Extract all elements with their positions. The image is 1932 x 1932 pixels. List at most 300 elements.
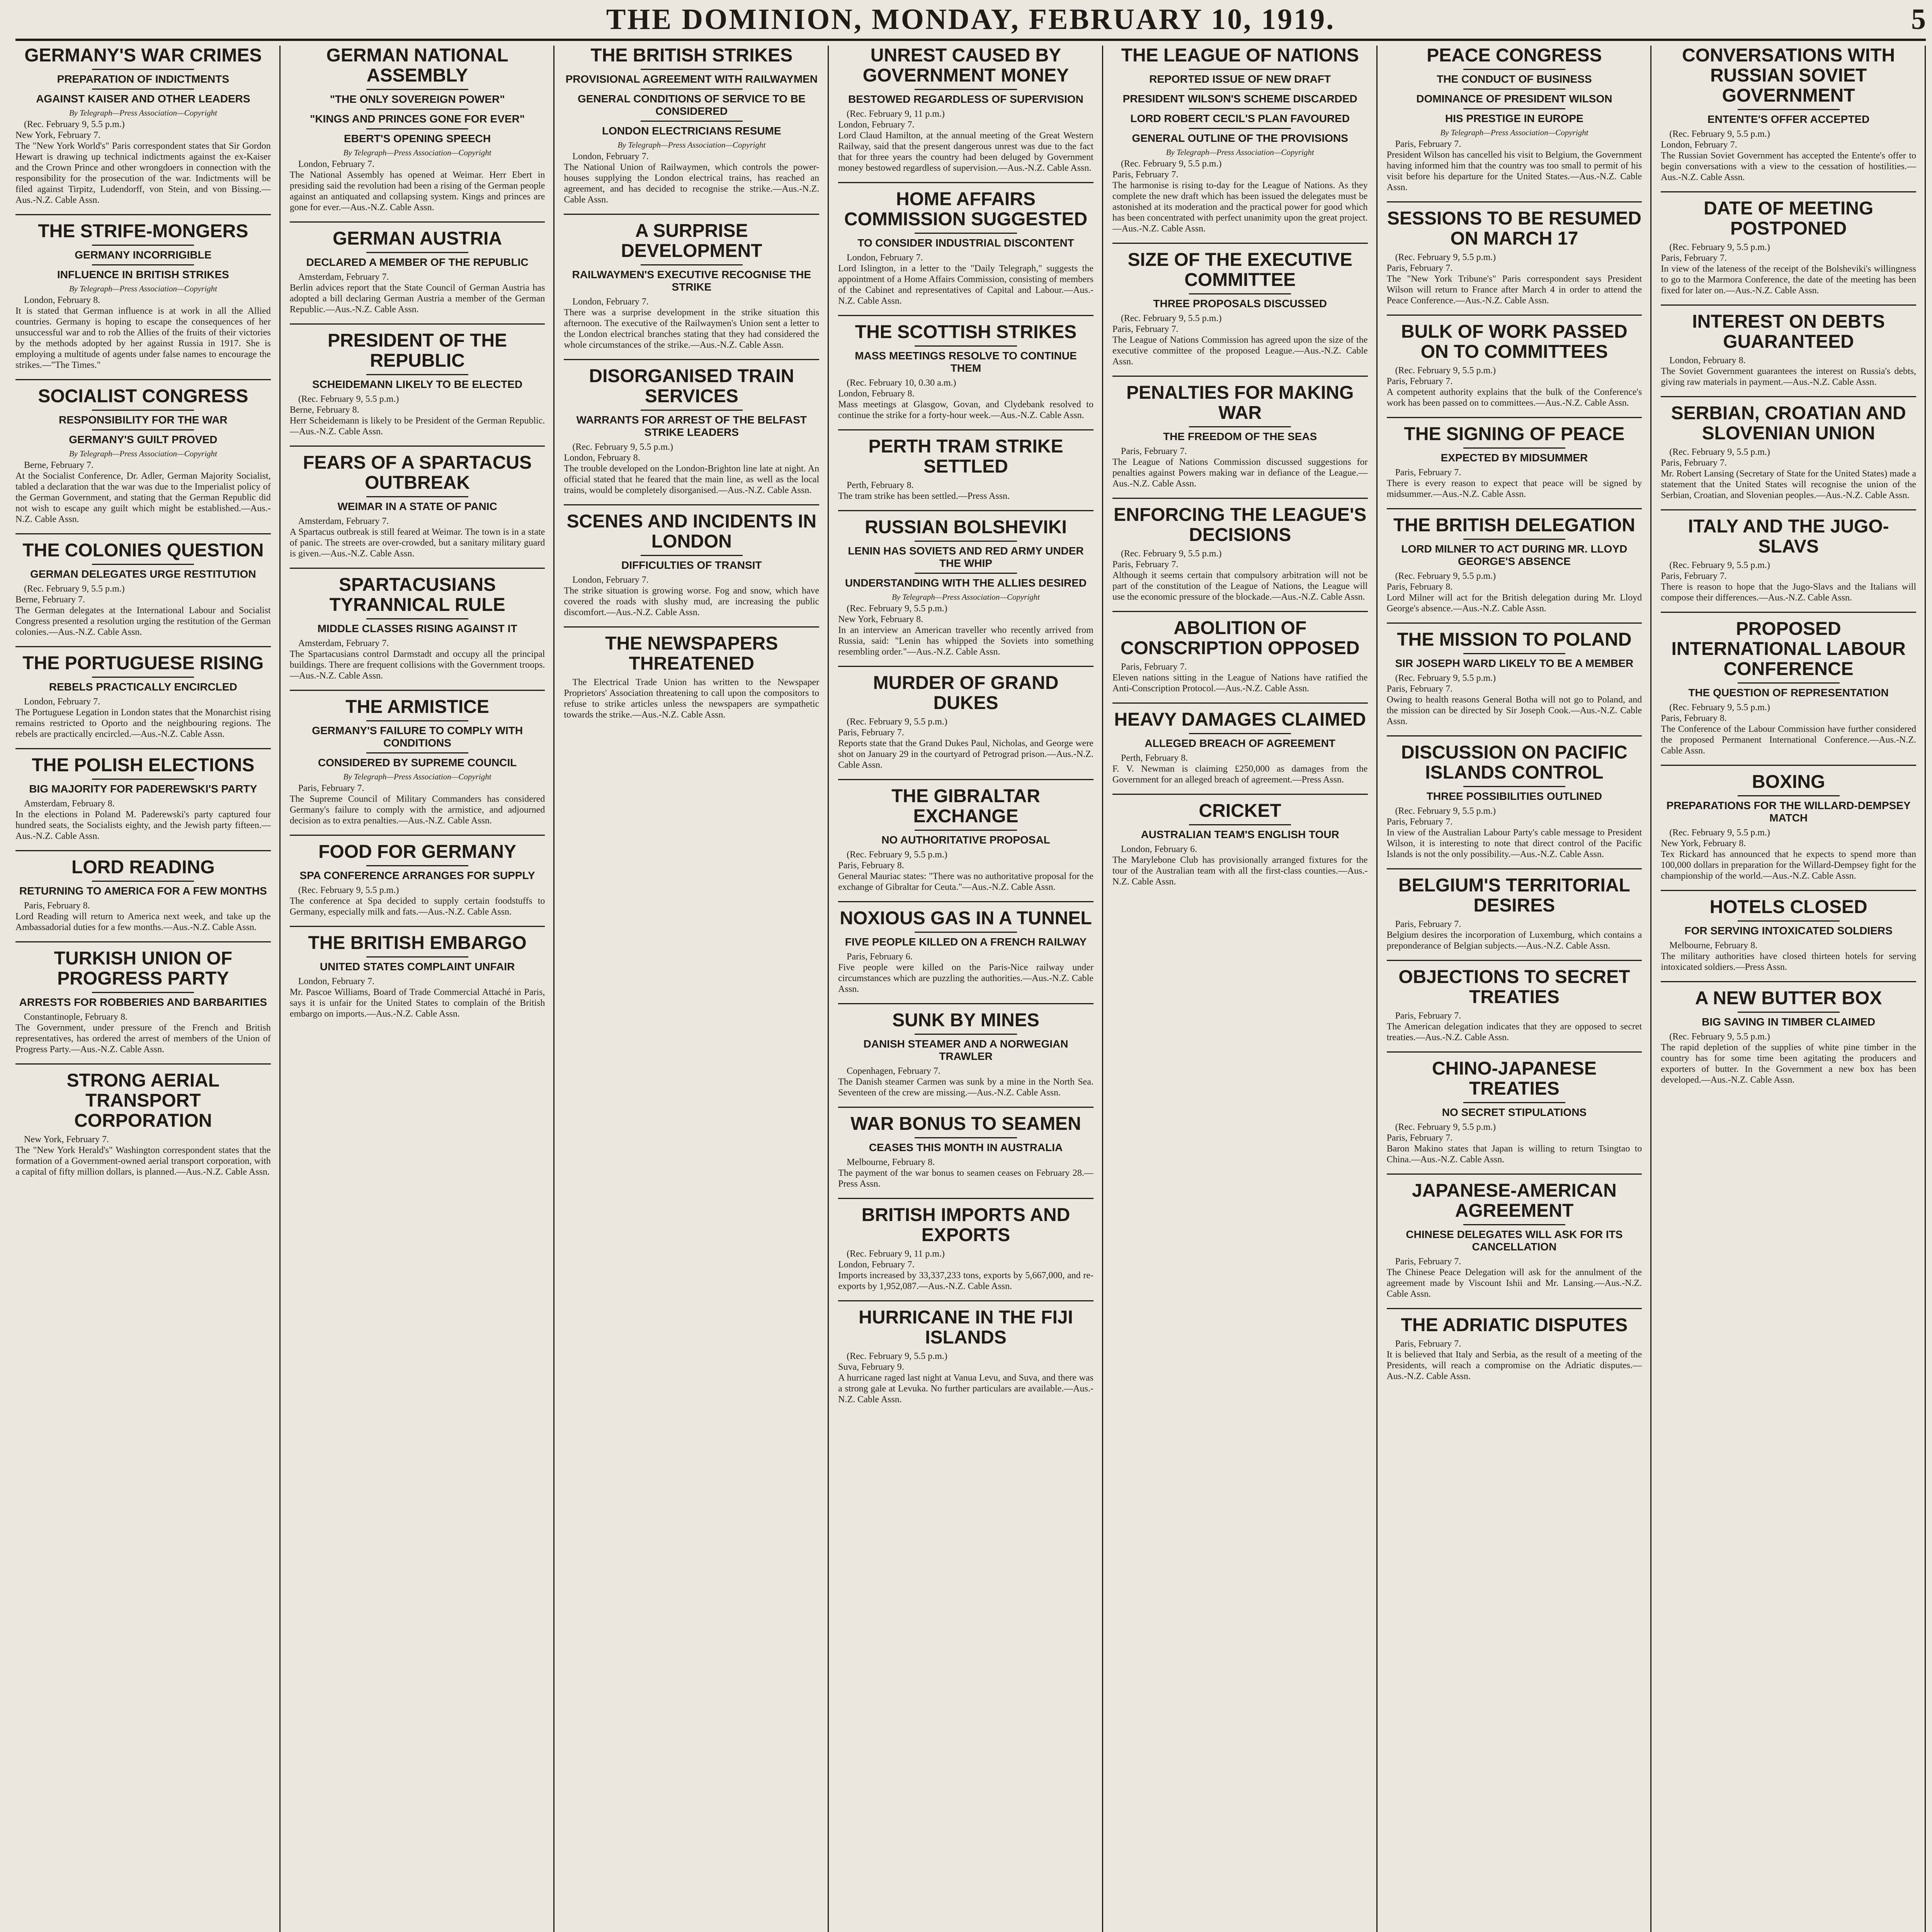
article-body: (Rec. February 9, 5.5 p.m.) New York, February 8. Tex Rickard has announced that he expects to spend more than 100,000 dollars in preparation for the Willard-Dempsey fight for the championship of the world.—Aus.-N.Z. Cable Assn. — [1661, 828, 1916, 881]
article-body: Melbourne, February 8. The payment of the war bonus to seamen ceases on February 28.—Press Assn. — [838, 1157, 1094, 1189]
article — [1112, 710, 1368, 785]
article — [838, 437, 1094, 502]
article — [290, 575, 545, 681]
article-deck: GENERAL OUTLINE OF THE PROVISIONS — [1132, 132, 1348, 144]
article-headline: LORD READING — [71, 857, 215, 878]
article-deck: SIR JOSEPH WARD LIKELY TO BE A MEMBER — [1395, 657, 1634, 669]
article-headline: ITALY AND THE JUGO-SLAVS — [1688, 516, 1889, 557]
headline-rule — [1189, 88, 1291, 90]
wire-credit: By Telegraph—Press Association—Copyright — [69, 108, 217, 117]
article — [1112, 250, 1368, 367]
headline-rule — [915, 1034, 1017, 1035]
article-deck: RAILWAYMEN'S EXECUTIVE RECOGNISE THE STRIKE — [572, 269, 811, 293]
article — [15, 755, 271, 842]
article-deck: CHINESE DELEGATES WILL ASK FOR ITS CANCELLATION — [1406, 1228, 1623, 1253]
article — [838, 517, 1094, 657]
headline-rule — [92, 992, 194, 993]
article-separator — [838, 1300, 1094, 1301]
article-separator — [15, 850, 271, 851]
article-separator — [564, 214, 819, 215]
article-headline: CRICKET — [1199, 801, 1281, 821]
article-body: (Rec. February 9, 5.5 p.m.) New York, February 8. In an interview an American traveller who recently arrived from Russia, said: "Lenin has whipped the Soviets into something resembling order."—Aus.-N.Z. Cable Assn. — [838, 604, 1094, 657]
headline-rule — [1189, 69, 1291, 70]
article — [838, 189, 1094, 306]
article — [838, 1205, 1094, 1292]
headline-rule — [641, 410, 743, 411]
headline-rule — [1463, 1224, 1565, 1225]
headline-rule — [92, 264, 194, 265]
article-headline: CHINO-JAPANESE TREATIES — [1432, 1058, 1597, 1099]
article-separator — [15, 646, 271, 647]
article-deck: GERMANY'S GUILT PROVED — [69, 434, 218, 446]
news-column — [15, 46, 281, 1932]
headline-rule — [92, 245, 194, 246]
headline-rule — [915, 932, 1017, 933]
article-separator — [838, 779, 1094, 780]
article-body: London, February 7. The National Assembly has opened at Weimar. Herr Ebert in presiding said the revolution had been a rising of the German people against an antiquated and collapsing system. Kings and princes are gone for ever.—Aus.-N.Z. Cable Assn. — [289, 159, 545, 213]
article-deck: "KINGS AND PRINCES GONE FOR EVER" — [310, 113, 525, 125]
article — [15, 386, 271, 525]
article-headline: HOME AFFAIRS COMMISSION SUGGESTED — [844, 189, 1088, 230]
article-separator — [838, 429, 1094, 430]
article — [1661, 988, 1916, 1085]
article-separator — [15, 214, 271, 215]
article-separator — [1112, 702, 1368, 704]
article-body: (Rec. February 9, 11 p.m.) London, February 7. Imports increased by 33,337,233 tons, exports by 5,667,000, and re-exports by 1,952,087.—Aus.-N.Z. Cable Assn. — [838, 1249, 1094, 1291]
article-deck: REPORTED ISSUE OF NEW DRAFT — [1149, 73, 1331, 85]
article-headline: SUNK BY MINES — [892, 1010, 1039, 1031]
article-body: Paris, February 7. The League of Nations Commission discussed suggestions for penalties against Powers making war in defiance of the League.—Aus.-N.Z. Cable Assn. — [1112, 446, 1368, 489]
article — [564, 221, 819, 350]
article-deck: AGAINST KAISER AND OTHER LEADERS — [36, 93, 250, 105]
article-separator — [1387, 1051, 1642, 1053]
article — [1661, 46, 1916, 183]
article-headline: THE PORTUGUESE RISING — [22, 653, 264, 673]
article-separator — [1387, 508, 1642, 509]
article-headline: NOXIOUS GAS IN A TUNNEL — [840, 908, 1092, 929]
article-body: (Rec. February 9, 5.5 p.m.) Paris, February 7. There is reason to hope that the Jugo-Slavs and the Italians will compose their differences.—Aus.-N.Z. Cable Assn. — [1661, 560, 1916, 603]
article-deck: LONDON ELECTRICIANS RESUME — [602, 125, 781, 137]
article-deck: DANISH STEAMER AND A NORWEGIAN TRAWLER — [863, 1038, 1068, 1062]
article-headline: A SURPRISE DEVELOPMENT — [621, 221, 762, 261]
article-separator — [838, 510, 1094, 511]
article-body: Perth, February 8. F. V. Newman is claiming £250,000 as damages from the Government for an alleged breach of agreement.—Press Assn. — [1112, 753, 1368, 785]
article-body: Constantinople, February 8. The Government, under pressure of the French and British representatives, has ordered the arrest of members of the Union of Progress Party.—Aus.-N.Z. Cable Assn. — [15, 1012, 271, 1054]
article-headline: THE SIGNING OF PEACE — [1404, 424, 1625, 444]
headline-rule — [641, 264, 743, 265]
headline-rule — [1463, 447, 1565, 449]
article-body: Amsterdam, February 8. In the elections in Poland M. Paderewski's party captured four hundred seats, the Socialists eighty, and the Jewish party fifteen.—Aus.-N.Z. Cable Assn. — [15, 799, 271, 841]
article-separator — [838, 315, 1094, 316]
article-body: London, February 7. The strike situation is growing worse. Fog and snow, which have covered the roads with slushy mud, are increasing the public discomfort.—Aus.-N.Z. Cable Assn. — [564, 575, 820, 617]
article-separator — [1661, 612, 1916, 613]
article — [1112, 383, 1368, 489]
headline-rule — [915, 345, 1017, 347]
article — [15, 857, 271, 933]
article-deck: PROVISIONAL AGREEMENT WITH RAILWAYMEN — [565, 73, 818, 85]
article-separator — [838, 1003, 1094, 1004]
article-deck: HIS PRESTIGE IN EUROPE — [1445, 112, 1583, 124]
article-headline: THE SCOTTISH STRIKES — [855, 322, 1077, 342]
article-deck: WEIMAR IN A STATE OF PANIC — [337, 500, 497, 512]
article-separator — [564, 626, 819, 628]
headline-rule — [1463, 653, 1565, 654]
article-separator — [1387, 622, 1642, 624]
article-body: Paris, February 7. It is believed that Italy and Serbia, as the result of a meeting of the Presidents, will reach a compromise on the Adriatic disputes.—Aus.-N.Z. Cable Assn. — [1386, 1339, 1642, 1381]
article-deck: NO SECRET STIPULATIONS — [1442, 1106, 1587, 1118]
article-separator — [1661, 890, 1916, 891]
article-separator — [1387, 1308, 1642, 1309]
article — [1112, 801, 1368, 887]
article-separator — [1661, 304, 1916, 306]
article-body: (Rec. February 9, 5.5 p.m.) Paris, February 7. The "New York Tribune's" Paris correspondent says President Wilson will return to France after March 4 in order to attend the Peace Conference.—Aus.-N.Z. Cable Assn. — [1386, 252, 1642, 306]
article-body: (Rec. February 9, 5.5 p.m.) Suva, February 9. A hurricane raged last night at Vanua Levu, and Suva, and there was a strong gale at Levuka. No further particulars are available.—Aus.-N.Z. Cable Assn. — [838, 1351, 1094, 1405]
article-headline: PRESIDENT OF THE REPUBLIC — [328, 330, 507, 371]
headline-rule — [366, 865, 468, 866]
article-headline: DISCUSSION ON PACIFIC ISLANDS CONTROL — [1401, 742, 1628, 783]
article-headline: BOXING — [1752, 772, 1825, 792]
article-deck: REBELS PRACTICALLY ENCIRCLED — [49, 681, 237, 693]
article — [1387, 876, 1642, 951]
article-body: (Rec. February 9, 5.5 p.m.) Paris, February 7. Mr. Robert Lansing (Secretary of State for the United States) made a statement that the United States will recognise the union of the Serbian, Croatian, and Slovenian peoples.—Aus.-N.Z. Cable Assn. — [1661, 447, 1916, 500]
headline-rule — [366, 752, 468, 753]
article-deck: SCHEIDEMANN LIKELY TO BE ELECTED — [312, 378, 523, 390]
article-deck: SPA CONFERENCE ARRANGES FOR SUPPLY — [299, 869, 535, 881]
article-body: (Rec. February 9, 5.5 p.m.) Paris, February 7. The League of Nations Commission has agreed upon the size of the executive committee of the proposed League.—Aus.-N.Z. Cable Assn. — [1112, 313, 1368, 367]
article-headline: TURKISH UNION OF PROGRESS PARTY — [54, 948, 233, 989]
article-headline: ABOLITION OF CONSCRIPTION OPPOSED — [1120, 618, 1360, 658]
article-deck: PRESIDENT WILSON'S SCHEME DISCARDED — [1122, 93, 1357, 105]
article-body: London, February 7. The Portuguese Legation in London states that the Monarchist rising remains restricted to Oporto and the neighbouring regions. The rebels are practically encircled.—Aus.-N.Z. Cable Assn. — [15, 697, 271, 739]
wire-credit: By Telegraph—Press Association—Copyright — [69, 449, 217, 458]
article-deck: THE QUESTION OF REPRESENTATION — [1688, 687, 1889, 699]
article-body: (Rec. February 9, 5.5 p.m.) Paris, February 7. Reports state that the Grand Dukes Paul, Nicholas, and George were shot on January 29 in the courtyard of Petrograd prison.—Aus.-N.Z. Cable Assn. — [838, 717, 1094, 770]
article-deck: MASS MEETINGS RESOLVE TO CONTINUE THEM — [855, 350, 1077, 374]
headline-rule — [92, 88, 194, 90]
article-headline: GERMAN NATIONAL ASSEMBLY — [326, 46, 509, 86]
article-separator — [1661, 765, 1916, 766]
article-body: (Rec. February 9, 5.5 p.m.) Paris, February 7. In view of the lateness of the receipt of the Bolsheviki's willingness to go to the Marmora Conference, the date of the meeting has been fixed for later on.—Aus.-N.Z. Cable Assn. — [1661, 242, 1916, 296]
article-headline: INTEREST ON DEBTS GUARANTEED — [1692, 311, 1885, 352]
article-separator — [838, 666, 1094, 667]
article-separator — [1387, 735, 1642, 736]
article-deck: PREPARATIONS FOR THE WILLARD-DEMPSEY MATCH — [1666, 799, 1911, 824]
article-body: Paris, February 7. There is every reason to expect that peace will be signed by midsummer.—Aus.-N.Z. Cable Assn. — [1386, 468, 1642, 499]
article-separator — [1112, 611, 1368, 612]
headline-rule — [92, 69, 194, 70]
article — [1661, 199, 1916, 296]
news-column — [290, 46, 555, 1932]
article-headline: PERTH TRAM STRIKE SETTLED — [868, 436, 1063, 477]
article — [290, 229, 545, 315]
article-body: Amsterdam, February 7. A Spartacus outbreak is still feared at Weimar. The town is in a state of panic. The streets are over-crowded, but a sanitary military guard is given.—Aus.-N.Z. Cable Assn. — [289, 516, 545, 559]
article-body: (Rec. February 9, 5.5 p.m.) Paris, February 8. Lord Milner will act for the British delegation during Mr. Lloyd George's absence.—Aus.-N.Z. Cable Assn. — [1386, 571, 1642, 614]
article-headline: THE BRITISH EMBARGO — [308, 933, 527, 953]
article-headline: THE ARMISTICE — [345, 697, 489, 717]
article-deck: FOR SERVING INTOXICATED SOLDIERS — [1684, 925, 1893, 937]
article — [564, 366, 819, 496]
article-headline: OBJECTIONS TO SECRET TREATIES — [1398, 967, 1630, 1007]
article-body: (Rec. February 9, 5.5 p.m.) Paris, February 8. The Conference of the Labour Commission have further considered the proposed Permanent International Conference.—Aus.-N.Z. Cable Assn. — [1661, 702, 1916, 756]
article-deck: RETURNING TO AMERICA FOR A FEW MONTHS — [19, 885, 267, 897]
article — [290, 697, 545, 826]
article-separator — [15, 533, 271, 534]
article-separator — [1387, 417, 1642, 418]
article — [1661, 897, 1916, 973]
article-headline: ENFORCING THE LEAGUE'S DECISIONS — [1114, 505, 1367, 545]
headline-rule — [915, 1137, 1017, 1138]
article — [15, 653, 271, 740]
article — [838, 908, 1094, 995]
article — [1387, 743, 1642, 860]
article — [15, 1071, 271, 1177]
article — [838, 1114, 1094, 1189]
wire-credit: By Telegraph—Press Association—Copyright — [617, 140, 766, 150]
article-separator — [564, 504, 819, 505]
article — [1661, 403, 1916, 501]
article-deck: GENERAL CONDITIONS OF SERVICE TO BE CONSIDERED — [577, 93, 806, 117]
headline-rule — [641, 69, 743, 70]
article — [838, 46, 1094, 173]
article-separator — [1112, 498, 1368, 499]
article-body: Berne, February 7. At the Socialist Conference, Dr. Adler, German Majority Socialist, tabled a declaration that the war was due to the Imperialist policy of the German Government, and stating that the German Republic did not wish to escape any guilt which might be established.—Aus.-N.Z. Cable Assn. — [15, 460, 271, 524]
article-headline: HEAVY DAMAGES CLAIMED — [1114, 709, 1366, 730]
article-headline: RUSSIAN BOLSHEVIKI — [865, 517, 1067, 537]
article — [838, 322, 1094, 421]
article-deck: THE CONDUCT OF BUSINESS — [1437, 73, 1592, 85]
article-deck: THREE POSSIBILITIES OUTLINED — [1426, 790, 1602, 802]
article-headline: HOTELS CLOSED — [1709, 897, 1867, 917]
article-headline: WAR BONUS TO SEAMEN — [850, 1114, 1081, 1134]
article-body: Paris, February 7. Belgium desires the incorporation of Luxemburg, which contains a preponderance of Belgian subjects.—Aus.-N.Z. Cable Assn. — [1386, 919, 1642, 951]
article — [564, 46, 819, 205]
headline-rule — [915, 89, 1017, 90]
article-separator — [15, 941, 271, 942]
article-separator — [1661, 191, 1916, 192]
headline-rule — [1189, 426, 1291, 427]
news-column — [838, 46, 1103, 1932]
headline-rule — [92, 429, 194, 430]
headline-rule — [915, 830, 1017, 831]
article-deck: THREE PROPOSALS DISCUSSED — [1153, 298, 1327, 310]
article-headline: THE LEAGUE OF NATIONS — [1121, 46, 1359, 66]
article-body: Melbourne, February 8. The military authorities have closed thirteen hotels for serving intoxicated soldiers.—Press Assn. — [1661, 940, 1916, 972]
article-deck: GERMAN DELEGATES URGE RESTITUTION — [30, 568, 256, 580]
article-headline: GERMAN AUSTRIA — [332, 228, 502, 249]
headline-rule — [915, 573, 1017, 574]
wire-credit: By Telegraph—Press Association—Copyright — [1440, 128, 1588, 137]
article-body: Paris, February 7. The Chinese Peace Delegation will ask for the annulment of the agreement made by Viscount Ishii and Mr. Lansing.—Aus.-N.Z. Cable Assn. — [1386, 1257, 1642, 1299]
article-body: (Rec. February 9, 5.5 p.m.) Berne, February 7. The German delegates at the International Labour and Socialist Congress presented a resolution urging the restitution of the German colonies.—Aus.-N.Z. Cable Assn. — [15, 584, 271, 637]
article-body: Amsterdam, February 7. Berlin advices report that the State Council of German Austria has adopted a bill declaring German Austria a member of the German Republic.—Aus.-N.Z. Cable Assn. — [289, 272, 545, 315]
article-headline: SCENES AND INCIDENTS IN LONDON — [566, 511, 816, 552]
article-deck: THE FREEDOM OF THE SEAS — [1163, 430, 1317, 442]
article-deck: MIDDLE CLASSES RISING AGAINST IT — [317, 622, 517, 634]
article-headline: DATE OF MEETING POSTPONED — [1704, 198, 1874, 239]
article-headline: GERMANY'S WAR CRIMES — [24, 46, 262, 66]
article-body: Paris, February 7. Eleven nations sitting in the League of Nations have ratified the Anti-Conscription Protocol.—Aus.-N.Z. Cable Assn. — [1112, 662, 1368, 694]
article-body: (Rec. February 9, 5.5 p.m.) Paris, February 7. In view of the Australian Labour Party's cable message to President Wilson, it is interesting to note that direct control of the Pacific Islands is not the only possibility.—Aus.-N.Z. Cable Assn. — [1386, 806, 1642, 859]
article-deck: TO CONSIDER INDUSTRIAL DISCONTENT — [857, 237, 1074, 249]
headline-rule — [915, 233, 1017, 234]
article-deck: RESPONSIBILITY FOR THE WAR — [59, 414, 228, 426]
article-deck: EBERT'S OPENING SPEECH — [344, 133, 491, 145]
headline-rule — [1463, 1102, 1565, 1103]
article-body: London, February 7. The National Union of Railwaymen, which controls the power-houses supplying the London electrical trains, has reached an agreement, and has decided to recognise the strike.—Aus.-N.Z. Cable Assn. — [564, 151, 820, 205]
article-headline: THE BRITISH STRIKES — [590, 46, 793, 66]
article-body: Perth, February 8. The tram strike has been settled.—Press Assn. — [838, 480, 1010, 501]
headline-rule — [366, 89, 468, 90]
article-body: (Rec. February 9, 5.5 p.m.) New York, February 7. The "New York World's" Paris correspondent states that Sir Gordon Hewart is drawing up technical indictments against the ex-Kaiser and the Crown Prince and other wrongdoers in connection with the responsibility for the prosecution of the war. Indictments will be filed against Tirpitz, Ludendorff, von Stein, and von Bissing.—Aus.-N.Z. Cable Assn. — [15, 119, 271, 205]
headline-rule — [366, 496, 468, 497]
article-separator — [1387, 960, 1642, 961]
article-separator — [15, 748, 271, 749]
article-body: (Rec. February 9, 5.5 p.m.) Paris, February 7. The harmonise is rising to-day for the League of Nations. As they complete the new draft which has been issued the delegates must be astonished at its moderation and the practical power for good which has been concentrated with perfect unanimity upon the great project.—Aus.-N.Z. Cable Assn. — [1112, 159, 1368, 234]
article-body: (Rec. February 9, 5.5 p.m.) Berne, February 8. Herr Scheidemann is likely to be President of the German Republic.—Aus.-N.Z. Cable Assn. — [289, 394, 545, 437]
headline-rule — [1738, 795, 1840, 796]
article-deck: CEASES THIS MONTH IN AUSTRALIA — [869, 1141, 1063, 1153]
article-separator — [1112, 243, 1368, 244]
article-deck: LORD MILNER TO ACT DURING MR. LLOYD GEORGE'S ABSENCE — [1401, 543, 1628, 567]
headline-rule — [1463, 108, 1565, 109]
article-deck: PREPARATION OF INDICTMENTS — [57, 73, 230, 85]
headline-rule — [1738, 1012, 1840, 1013]
article-separator — [838, 901, 1094, 902]
headline-rule — [92, 564, 194, 565]
headline-rule — [1463, 88, 1565, 90]
headline-rule — [366, 618, 468, 619]
article-headline: SERBIAN, CROATIAN AND SLOVENIAN UNION — [1671, 403, 1906, 444]
article-headline: HURRICANE IN THE FIJI ISLANDS — [859, 1307, 1073, 1348]
article — [290, 842, 545, 917]
article — [15, 541, 271, 638]
article-deck: ARRESTS FOR ROBBERIES AND BARBARITIES — [19, 996, 267, 1008]
article-separator — [1112, 376, 1368, 377]
article-headline: BELGIUM'S TERRITORIAL DESIRES — [1398, 875, 1630, 916]
article-separator — [290, 221, 545, 223]
article-body: (Rec. February 9, 5.5 p.m.) Paris, February 7. Baron Makino states that Japan is willing to return Tsingtao to China.—Aus.-N.Z. Cable Assn. — [1386, 1122, 1642, 1165]
article — [290, 331, 545, 437]
article — [838, 1010, 1094, 1098]
headline-rule — [915, 541, 1017, 542]
article-body: (Rec. February 9, 5.5 p.m.) London, February 7. The Russian Soviet Government has accepted the Entente's offer to begin conversations with a view to the cessation of hostilities.—Aus.-N.Z. Cable Assn. — [1661, 129, 1916, 182]
article-body: (Rec. February 9, 5.5 p.m.) The conference at Spa decided to supply certain foodstuffs to Germany, especially milk and fats.—Aus.-N.Z. Cable Assn. — [289, 885, 545, 917]
article — [1661, 772, 1916, 881]
article-body: London, February 8. It is stated that German influence is at work in all the Allied countries. Germany is hoping to escape the consequences of her unsuccessful war and to rob the Allies of the fruits of their victories by the methods adopted by her against Russia in 1917. She is employing a multitude of agents under false names to encourage the strikes.—"The Times." — [15, 295, 271, 370]
article-body: Paris, February 7. The Supreme Council of Military Commanders has considered Germany's failure to comply with the armistice, and adjourned decision as to extra penalties.—Aus.-N.Z. Cable Assn. — [289, 783, 545, 826]
article-body: (Rec. February 9, 5.5 p.m.) Paris, February 7. Owing to health reasons General Botha will not go to Poland, and the mission can be directed by Sir Joseph Cook.—Aus.-N.Z. Cable Assn. — [1386, 673, 1642, 726]
headline-rule — [641, 555, 743, 556]
headline-rule — [1463, 786, 1565, 787]
article-headline: SESSIONS TO BE RESUMED ON MARCH 17 — [1387, 208, 1641, 249]
article-deck: BIG SAVING IN TIMBER CLAIMED — [1702, 1016, 1876, 1028]
article — [838, 1308, 1094, 1405]
article-deck: UNITED STATES COMPLAINT UNFAIR — [320, 961, 515, 973]
wire-credit: By Telegraph—Press Association—Copyright — [891, 592, 1040, 602]
article-body: London, February 7. Lord Islington, in a letter to the "Daily Telegraph," suggests the appointment of a Home Affairs Commission, consisting of members of the Cabinet and representatives of Capital and Labour.—Aus.-N.Z. Cable Assn. — [838, 253, 1094, 306]
article-headline: THE NEWSPAPERS THREATENED — [605, 633, 778, 674]
article-deck: DIFFICULTIES OF TRANSIT — [621, 559, 762, 571]
headline-rule — [1189, 824, 1291, 825]
wire-credit: By Telegraph—Press Association—Copyright — [343, 148, 492, 157]
article — [1661, 312, 1916, 388]
article-deck: DOMINANCE OF PRESIDENT WILSON — [1416, 93, 1612, 105]
article-body: London, February 8. The Soviet Government guarantees the interest on Russia's debts, giving raw materials in payment.—Aus.-N.Z. Cable Assn. — [1661, 355, 1916, 387]
article-headline: THE COLONIES QUESTION — [22, 540, 264, 561]
headline-rule — [1189, 108, 1291, 109]
article-body: (Rec. February 9, 5.5 p.m.) Paris, February 7. Although it seems certain that compulsory arbitration will not be part of the constitution of the League of Nations, the League will use the economic pressure of the blockade.—Aus.-N.Z. Cable Assn. — [1112, 549, 1368, 602]
article-separator — [15, 379, 271, 380]
article — [15, 46, 271, 206]
article-body: (Rec. February 10, 0.30 a.m.) London, February 8. Mass meetings at Glasgow, Govan, and Clydebank resolved to continue the strike for a forty-hour week.—Aus.-N.Z. Cable Assn. — [838, 378, 1094, 420]
article-deck: UNDERSTANDING WITH THE ALLIES DESIRED — [845, 577, 1087, 589]
article-headline: UNREST CAUSED BY GOVERNMENT MONEY — [862, 46, 1069, 86]
headline-rule — [1189, 733, 1291, 734]
article — [1387, 46, 1642, 193]
headline-rule — [92, 779, 194, 780]
article-headline: SOCIALIST CONGRESS — [38, 386, 248, 406]
article-headline: PEACE CONGRESS — [1427, 46, 1602, 66]
article-separator — [1112, 794, 1368, 795]
article — [1661, 619, 1916, 756]
article-deck: AUSTRALIAN TEAM'S ENGLISH TOUR — [1141, 828, 1339, 840]
article-body: Paris, February 6. Five people were killed on the Paris-Nice railway under circumstances which are puzzling the authorities.—Aus.-N.Z. Cable Assn. — [838, 952, 1094, 994]
article — [1112, 505, 1368, 602]
article-headline: STRONG AERIAL TRANSPORT CORPORATION — [66, 1070, 220, 1131]
article-headline: BRITISH IMPORTS AND EXPORTS — [861, 1205, 1070, 1245]
article — [1387, 515, 1642, 614]
masthead — [15, 0, 1926, 41]
article — [290, 933, 545, 1019]
article-body: (Rec. February 9, 5.5 p.m.) London, February 8. The trouble developed on the London-Brighton line late at night. An official stated that he feared that the main line, as well as the local trains, would be completely disorganised.—Aus.-N.Z. Cable Assn. — [564, 442, 820, 495]
article — [838, 673, 1094, 770]
article-body: Copenhagen, February 7. The Danish steamer Carmen was sunk by a mine in the North Sea. Seventeen of the crew are missing.—Aus.-N.Z. Cable Assn. — [838, 1066, 1094, 1098]
news-column — [1112, 46, 1378, 1932]
article-separator — [564, 359, 819, 360]
article-body: (Rec. February 9, 5.5 p.m.) The rapid depletion of the supplies of white pine timber in the country has for some time been agitating the producers and exporters of butter. In the Government a new box has been developed.—Aus.-N.Z. Cable Assn. — [1661, 1032, 1916, 1085]
article-headline: A NEW BUTTER BOX — [1695, 988, 1882, 1009]
wire-credit: By Telegraph—Press Association—Copyright — [1166, 148, 1314, 157]
article-deck: "THE ONLY SOVEREIGN POWER" — [330, 93, 505, 105]
article-separator — [1387, 1173, 1642, 1175]
article-separator — [1661, 981, 1916, 982]
headline-rule — [366, 956, 468, 957]
article-separator — [15, 1063, 271, 1065]
headline-rule — [641, 121, 743, 122]
article-deck: DECLARED A MEMBER OF THE REPUBLIC — [306, 256, 529, 268]
article-deck: GERMANY'S FAILURE TO COMPLY WITH CONDITIONS — [312, 724, 523, 749]
article — [1661, 517, 1916, 603]
article-headline: CONVERSATIONS WITH RUSSIAN SOVIET GOVERNMENT — [1682, 46, 1895, 106]
article-headline: THE ADRIATIC DISPUTES — [1401, 1315, 1628, 1335]
article-headline: SPARTACUSIANS TYRANNICAL RULE — [329, 575, 505, 615]
article — [564, 634, 819, 720]
news-column — [1661, 46, 1926, 1932]
article-deck: EXPECTED BY MIDSUMMER — [1440, 452, 1588, 464]
headline-rule — [1463, 539, 1565, 540]
article — [1387, 1181, 1642, 1299]
article-deck: BIG MAJORITY FOR PADEREWSKI'S PARTY — [29, 783, 257, 795]
headline-rule — [366, 374, 468, 375]
news-column — [1387, 46, 1652, 1932]
article-deck: FIVE PEOPLE KILLED ON A FRENCH RAILWAY — [845, 936, 1087, 948]
article-headline: PENALTIES FOR MAKING WAR — [1126, 383, 1354, 423]
article-separator — [290, 926, 545, 927]
wire-credit: By Telegraph—Press Association—Copyright — [69, 284, 217, 293]
article-separator — [1387, 201, 1642, 202]
headline-rule — [366, 720, 468, 721]
article-body: London, February 6. The Marylebone Club has provisionally arranged fixtures for the tour of the Australian team with all the first-class counties.—Aus.-N.Z. Cable Assn. — [1112, 844, 1368, 887]
